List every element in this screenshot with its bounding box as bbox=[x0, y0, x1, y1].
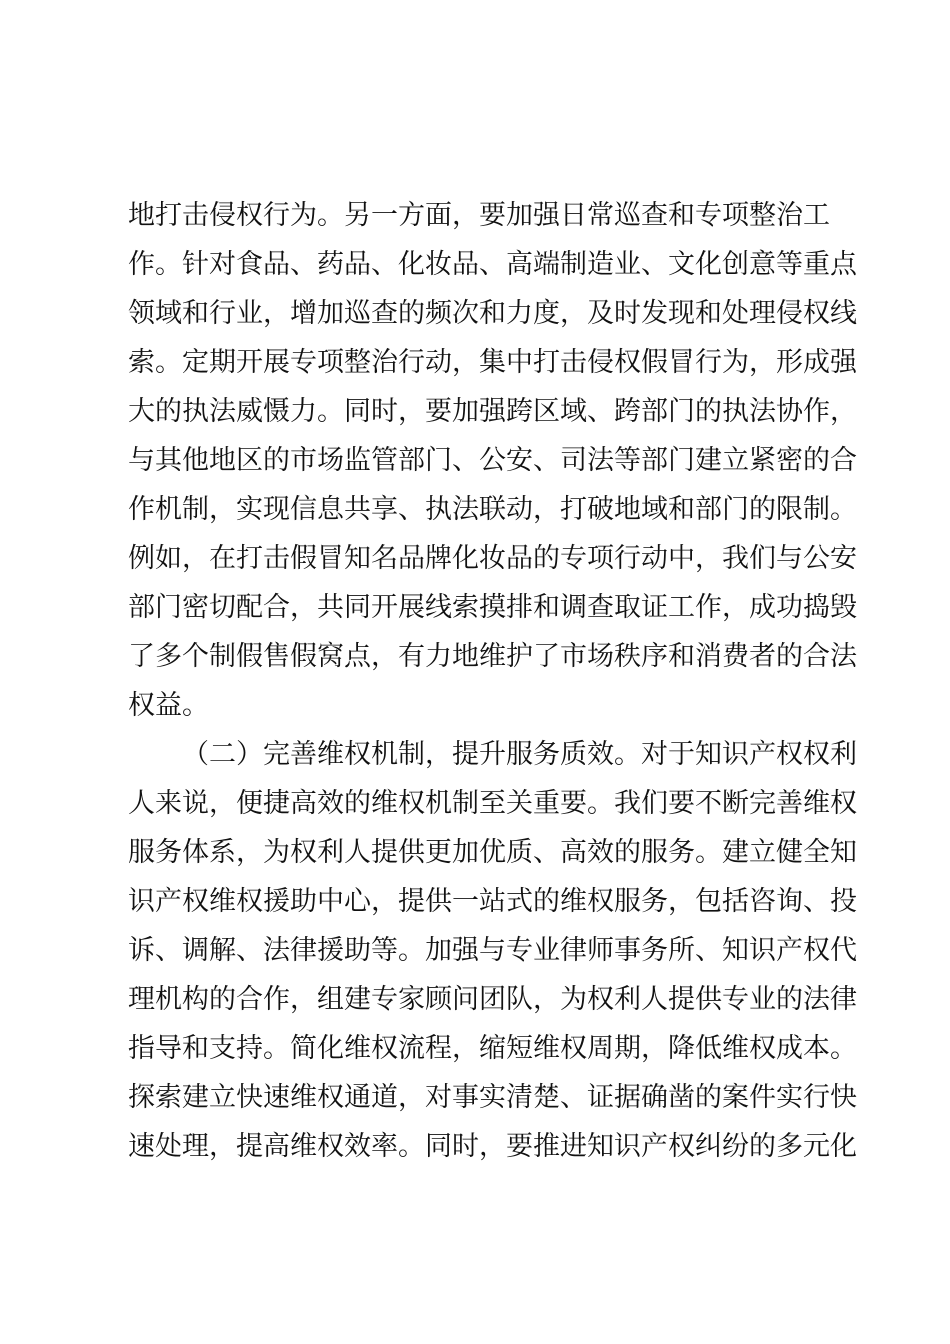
body-text bbox=[128, 191, 857, 1171]
text-line: 权益。 bbox=[128, 690, 209, 721]
text-line: 探索建立快速维权通道，对事实清楚、证据确凿的案件实行快 bbox=[128, 1082, 857, 1113]
text-line: 与其他地区的市场监管部门、公安、司法等部门建立紧密的合 bbox=[128, 445, 857, 476]
text-line: 服务体系，为权利人提供更加优质、高效的服务。建立健全知 bbox=[128, 837, 857, 868]
text-line: 指导和支持。简化维权流程，缩短维权周期，降低维权成本。 bbox=[128, 1033, 857, 1064]
text-line: 了多个制假售假窝点，有力地维护了市场秩序和消费者的合法 bbox=[128, 641, 857, 672]
text-line: 诉、调解、法律援助等。加强与专业律师事务所、知识产权代 bbox=[128, 935, 857, 966]
text-line: 作。针对食品、药品、化妆品、高端制造业、文化创意等重点 bbox=[128, 249, 857, 280]
text-line: 索。定期开展专项整治行动，集中打击侵权假冒行为，形成强 bbox=[128, 347, 857, 378]
text-line: 理机构的合作，组建专家顾问团队，为权利人提供专业的法律 bbox=[128, 984, 857, 1015]
text-line: 地打击侵权行为。另一方面，要加强日常巡查和专项整治工 bbox=[128, 200, 830, 231]
section-heading-line: （二）完善维权机制，提升服务质效。对于知识产权权利 bbox=[182, 739, 857, 770]
text-line: 速处理，提高维权效率。同时，要推进知识产权纠纷的多元化 bbox=[128, 1131, 857, 1162]
text-line: 大的执法威慑力。同时，要加强跨区域、跨部门的执法协作， bbox=[128, 396, 857, 427]
text-line: 人来说，便捷高效的维权机制至关重要。我们要不断完善维权 bbox=[128, 788, 857, 819]
text-line: 部门密切配合，共同开展线索摸排和调查取证工作，成功捣毁 bbox=[128, 592, 857, 623]
text-line: 领域和行业，增加巡查的频次和力度，及时发现和处理侵权线 bbox=[128, 298, 857, 329]
text-line: 识产权维权援助中心，提供一站式的维权服务，包括咨询、投 bbox=[128, 886, 857, 917]
text-line: 例如，在打击假冒知名品牌化妆品的专项行动中，我们与公安 bbox=[128, 543, 857, 574]
text-line: 作机制，实现信息共享、执法联动，打破地域和部门的限制。 bbox=[128, 494, 857, 525]
